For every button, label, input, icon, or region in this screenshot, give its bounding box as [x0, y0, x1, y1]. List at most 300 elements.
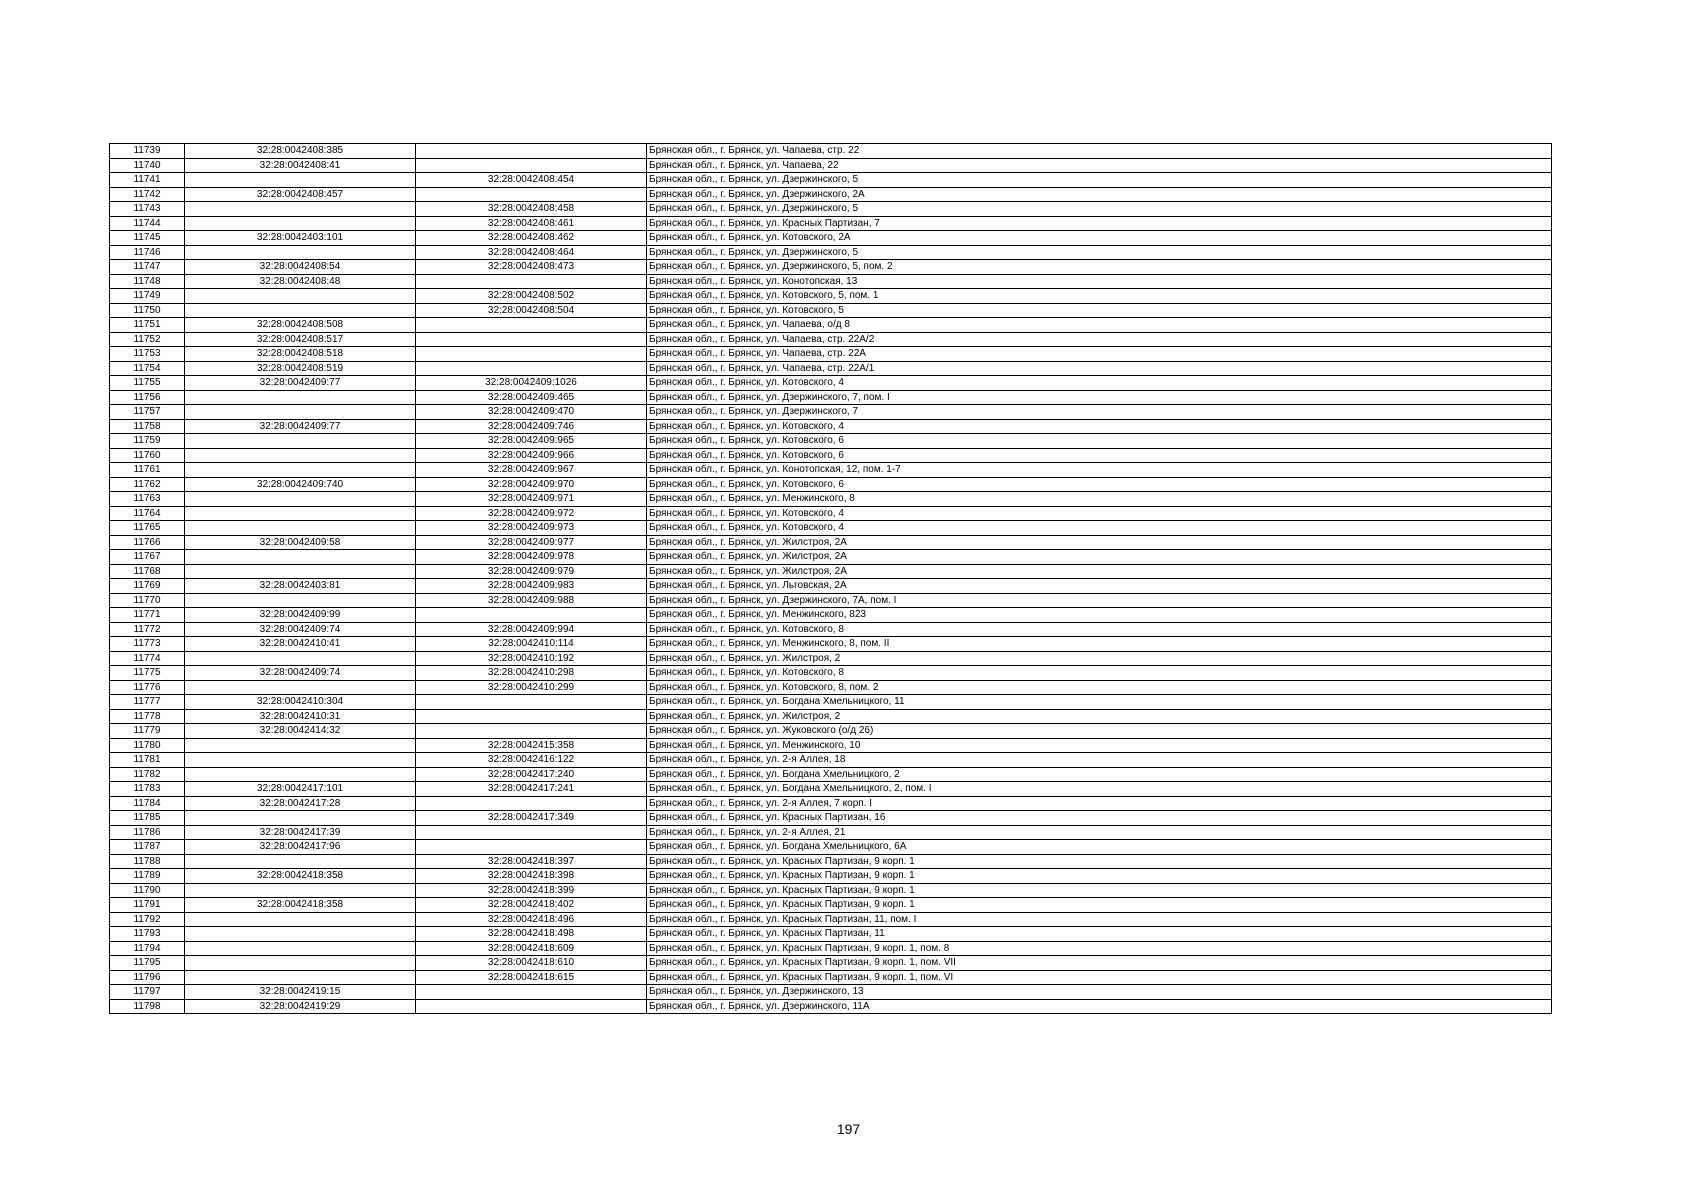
land-cadastral-number-cell: 32:28:0042408:519 [185, 361, 416, 376]
land-cadastral-number-cell [185, 680, 416, 695]
address-cell: Брянская обл., г. Брянск, ул. Менжинского, 10 [647, 738, 1552, 753]
land-cadastral-number-cell: 32:28:0042403:101 [185, 231, 416, 246]
building-cadastral-number-cell: 32:28:0042409:971 [416, 492, 647, 507]
building-cadastral-number-cell [416, 158, 647, 173]
row-number-cell: 11774 [110, 651, 185, 666]
address-cell: Брянская обл., г. Брянск, ул. Жуковского (о/д 26) [647, 724, 1552, 739]
table-row [110, 970, 1552, 985]
land-cadastral-number-cell [185, 434, 416, 449]
building-cadastral-number-cell [416, 187, 647, 202]
building-cadastral-number-cell: 32:28:0042409:977 [416, 535, 647, 550]
page-number: 197 [836, 1121, 861, 1137]
land-cadastral-number-cell [185, 753, 416, 768]
row-number-cell: 11796 [110, 970, 185, 985]
table-row [110, 738, 1552, 753]
table-row [110, 622, 1552, 637]
row-number-cell: 11757 [110, 405, 185, 420]
table-row [110, 376, 1552, 391]
address-cell: Брянская обл., г. Брянск, ул. Красных Партизан, 16 [647, 811, 1552, 826]
table-row [110, 564, 1552, 579]
building-cadastral-number-cell: 32:28:0042418:615 [416, 970, 647, 985]
row-number-cell: 11763 [110, 492, 185, 507]
building-cadastral-number-cell: 32:28:0042418:610 [416, 956, 647, 971]
address-cell: Брянская обл., г. Брянск, ул. Котовского, 8 [647, 622, 1552, 637]
row-number-cell: 11766 [110, 535, 185, 550]
building-cadastral-number-cell: 32:28:0042409:970 [416, 477, 647, 492]
address-cell: Брянская обл., г. Брянск, ул. Котовского, 6 [647, 448, 1552, 463]
building-cadastral-number-cell [416, 724, 647, 739]
table-row [110, 695, 1552, 710]
building-cadastral-number-cell [416, 796, 647, 811]
building-cadastral-number-cell: 32:28:0042409:470 [416, 405, 647, 420]
land-cadastral-number-cell: 32:28:0042409:77 [185, 419, 416, 434]
table-row [110, 463, 1552, 478]
building-cadastral-number-cell [416, 318, 647, 333]
row-number-cell: 11750 [110, 303, 185, 318]
row-number-cell: 11775 [110, 666, 185, 681]
address-cell: Брянская обл., г. Брянск, ул. 2-я Аллея, 7 корп. I [647, 796, 1552, 811]
table-row [110, 303, 1552, 318]
table-row [110, 158, 1552, 173]
land-cadastral-number-cell [185, 448, 416, 463]
row-number-cell: 11791 [110, 898, 185, 913]
building-cadastral-number-cell: 32:28:0042408:504 [416, 303, 647, 318]
row-number-cell: 11767 [110, 550, 185, 565]
building-cadastral-number-cell [416, 709, 647, 724]
building-cadastral-number-cell [416, 332, 647, 347]
row-number-cell: 11779 [110, 724, 185, 739]
table-row [110, 550, 1552, 565]
table-row [110, 492, 1552, 507]
building-cadastral-number-cell: 32:28:0042418:402 [416, 898, 647, 913]
row-number-cell: 11782 [110, 767, 185, 782]
row-number-cell: 11746 [110, 245, 185, 260]
address-cell: Брянская обл., г. Брянск, ул. Жилстроя, 2 [647, 651, 1552, 666]
building-cadastral-number-cell [416, 825, 647, 840]
table-row [110, 883, 1552, 898]
building-cadastral-number-cell: 32:28:0042410:114 [416, 637, 647, 652]
building-cadastral-number-cell: 32:28:0042417:241 [416, 782, 647, 797]
land-cadastral-number-cell: 32:28:0042409:77 [185, 376, 416, 391]
land-cadastral-number-cell: 32:28:0042419:15 [185, 985, 416, 1000]
address-cell: Брянская обл., г. Брянск, ул. Дзержинского, 5, пом. 2 [647, 260, 1552, 275]
address-cell: Брянская обл., г. Брянск, ул. Красных Партизан, 9 корп. 1, пом. VI [647, 970, 1552, 985]
land-cadastral-number-cell [185, 390, 416, 405]
row-number-cell: 11743 [110, 202, 185, 217]
building-cadastral-number-cell [416, 985, 647, 1000]
row-number-cell: 11797 [110, 985, 185, 1000]
row-number-cell: 11753 [110, 347, 185, 362]
row-number-cell: 11776 [110, 680, 185, 695]
land-cadastral-number-cell: 32:28:0042409:99 [185, 608, 416, 623]
land-cadastral-number-cell: 32:28:0042409:58 [185, 535, 416, 550]
registry-table [109, 143, 1552, 1014]
table-row [110, 956, 1552, 971]
row-number-cell: 11768 [110, 564, 185, 579]
row-number-cell: 11770 [110, 593, 185, 608]
address-cell: Брянская обл., г. Брянск, ул. Льговская, 2А [647, 579, 1552, 594]
table-row [110, 811, 1552, 826]
table-row [110, 434, 1552, 449]
address-cell: Брянская обл., г. Брянск, ул. Дзержинского, 7 [647, 405, 1552, 420]
building-cadastral-number-cell: 32:28:0042409:965 [416, 434, 647, 449]
address-cell: Брянская обл., г. Брянск, ул. Богдана Хмельницкого, 2 [647, 767, 1552, 782]
address-cell: Брянская обл., г. Брянск, ул. Дзержинского, 5 [647, 245, 1552, 260]
building-cadastral-number-cell: 32:28:0042409:1026 [416, 376, 647, 391]
building-cadastral-number-cell [416, 347, 647, 362]
row-number-cell: 11762 [110, 477, 185, 492]
building-cadastral-number-cell: 32:28:0042418:609 [416, 941, 647, 956]
land-cadastral-number-cell: 32:28:0042403:81 [185, 579, 416, 594]
land-cadastral-number-cell: 32:28:0042408:385 [185, 144, 416, 159]
table-row [110, 332, 1552, 347]
table-row [110, 767, 1552, 782]
building-cadastral-number-cell: 32:28:0042409:746 [416, 419, 647, 434]
table-row [110, 608, 1552, 623]
land-cadastral-number-cell: 32:28:0042408:41 [185, 158, 416, 173]
table-row [110, 144, 1552, 159]
address-cell: Брянская обл., г. Брянск, ул. Котовского, 4 [647, 521, 1552, 536]
table-row [110, 390, 1552, 405]
address-cell: Брянская обл., г. Брянск, ул. Конотопская, 13 [647, 274, 1552, 289]
land-cadastral-number-cell [185, 521, 416, 536]
building-cadastral-number-cell: 32:28:0042418:496 [416, 912, 647, 927]
table-row [110, 448, 1552, 463]
land-cadastral-number-cell [185, 550, 416, 565]
address-cell: Брянская обл., г. Брянск, ул. Чапаева, стр. 22А/1 [647, 361, 1552, 376]
row-number-cell: 11789 [110, 869, 185, 884]
land-cadastral-number-cell [185, 883, 416, 898]
building-cadastral-number-cell: 32:28:0042418:498 [416, 927, 647, 942]
building-cadastral-number-cell [416, 144, 647, 159]
building-cadastral-number-cell: 32:28:0042410:298 [416, 666, 647, 681]
building-cadastral-number-cell: 32:28:0042410:299 [416, 680, 647, 695]
table-row [110, 405, 1552, 420]
address-cell: Брянская обл., г. Брянск, ул. Котовского, 6 [647, 477, 1552, 492]
address-cell: Брянская обл., г. Брянск, ул. Дзержинского, 2А [647, 187, 1552, 202]
row-number-cell: 11769 [110, 579, 185, 594]
building-cadastral-number-cell: 32:28:0042408:502 [416, 289, 647, 304]
address-cell: Брянская обл., г. Брянск, ул. Котовского, 5, пом. 1 [647, 289, 1552, 304]
building-cadastral-number-cell: 32:28:0042408:464 [416, 245, 647, 260]
address-cell: Брянская обл., г. Брянск, ул. Дзержинского, 11А [647, 999, 1552, 1014]
row-number-cell: 11752 [110, 332, 185, 347]
address-cell: Брянская обл., г. Брянск, ул. Красных Партизан, 9 корп. 1 [647, 883, 1552, 898]
row-number-cell: 11794 [110, 941, 185, 956]
building-cadastral-number-cell: 32:28:0042409:979 [416, 564, 647, 579]
table-row [110, 535, 1552, 550]
address-cell: Брянская обл., г. Брянск, ул. 2-я Аллея, 18 [647, 753, 1552, 768]
row-number-cell: 11760 [110, 448, 185, 463]
address-cell: Брянская обл., г. Брянск, ул. Котовского, 8 [647, 666, 1552, 681]
row-number-cell: 11772 [110, 622, 185, 637]
land-cadastral-number-cell [185, 506, 416, 521]
row-number-cell: 11784 [110, 796, 185, 811]
land-cadastral-number-cell: 32:28:0042417:101 [185, 782, 416, 797]
building-cadastral-number-cell: 32:28:0042409:973 [416, 521, 647, 536]
address-cell: Брянская обл., г. Брянск, ул. Чапаева, о/д 8 [647, 318, 1552, 333]
table-row [110, 709, 1552, 724]
building-cadastral-number-cell: 32:28:0042409:994 [416, 622, 647, 637]
row-number-cell: 11755 [110, 376, 185, 391]
row-number-cell: 11786 [110, 825, 185, 840]
land-cadastral-number-cell [185, 173, 416, 188]
land-cadastral-number-cell [185, 738, 416, 753]
row-number-cell: 11745 [110, 231, 185, 246]
address-cell: Брянская обл., г. Брянск, ул. Жилстроя, 2А [647, 550, 1552, 565]
land-cadastral-number-cell [185, 854, 416, 869]
land-cadastral-number-cell [185, 912, 416, 927]
address-cell: Брянская обл., г. Брянск, ул. Красных Партизан, 7 [647, 216, 1552, 231]
row-number-cell: 11740 [110, 158, 185, 173]
address-cell: Брянская обл., г. Брянск, ул. 2-я Аллея, 21 [647, 825, 1552, 840]
address-cell: Брянская обл., г. Брянск, ул. Чапаева, стр. 22 [647, 144, 1552, 159]
address-cell: Брянская обл., г. Брянск, ул. Котовского, 8, пом. 2 [647, 680, 1552, 695]
row-number-cell: 11756 [110, 390, 185, 405]
table-row [110, 318, 1552, 333]
row-number-cell: 11765 [110, 521, 185, 536]
table-row [110, 680, 1552, 695]
address-cell: Брянская обл., г. Брянск, ул. Конотопская, 12, пом. 1-7 [647, 463, 1552, 478]
land-cadastral-number-cell [185, 202, 416, 217]
address-cell: Брянская обл., г. Брянск, ул. Жилстроя, 2 [647, 709, 1552, 724]
land-cadastral-number-cell: 32:28:0042410:31 [185, 709, 416, 724]
row-number-cell: 11759 [110, 434, 185, 449]
address-cell: Брянская обл., г. Брянск, ул. Красных Партизан, 9 корп. 1 [647, 898, 1552, 913]
table-row [110, 347, 1552, 362]
land-cadastral-number-cell [185, 216, 416, 231]
table-row [110, 173, 1552, 188]
address-cell: Брянская обл., г. Брянск, ул. Красных Партизан, 11 [647, 927, 1552, 942]
building-cadastral-number-cell: 32:28:0042410:192 [416, 651, 647, 666]
table-row [110, 941, 1552, 956]
row-number-cell: 11780 [110, 738, 185, 753]
address-cell: Брянская обл., г. Брянск, ул. Чапаева, стр. 22А [647, 347, 1552, 362]
land-cadastral-number-cell [185, 593, 416, 608]
row-number-cell: 11781 [110, 753, 185, 768]
row-number-cell: 11749 [110, 289, 185, 304]
table-row [110, 274, 1552, 289]
table-row [110, 666, 1552, 681]
building-cadastral-number-cell: 32:28:0042408:458 [416, 202, 647, 217]
address-cell: Брянская обл., г. Брянск, ул. Красных Партизан, 9 корп. 1, пом. 8 [647, 941, 1552, 956]
table-row [110, 825, 1552, 840]
land-cadastral-number-cell [185, 956, 416, 971]
building-cadastral-number-cell [416, 361, 647, 376]
address-cell: Брянская обл., г. Брянск, ул. Дзержинского, 5 [647, 202, 1552, 217]
building-cadastral-number-cell: 32:28:0042417:349 [416, 811, 647, 826]
building-cadastral-number-cell: 32:28:0042415:358 [416, 738, 647, 753]
table-row [110, 579, 1552, 594]
land-cadastral-number-cell: 32:28:0042408:508 [185, 318, 416, 333]
table-row [110, 927, 1552, 942]
row-number-cell: 11748 [110, 274, 185, 289]
row-number-cell: 11785 [110, 811, 185, 826]
table-row [110, 840, 1552, 855]
land-cadastral-number-cell: 32:28:0042419:29 [185, 999, 416, 1014]
land-cadastral-number-cell [185, 463, 416, 478]
land-cadastral-number-cell: 32:28:0042408:517 [185, 332, 416, 347]
table-row [110, 260, 1552, 275]
row-number-cell: 11751 [110, 318, 185, 333]
row-number-cell: 11798 [110, 999, 185, 1014]
land-cadastral-number-cell: 32:28:0042408:48 [185, 274, 416, 289]
table-row [110, 506, 1552, 521]
table-row [110, 637, 1552, 652]
row-number-cell: 11754 [110, 361, 185, 376]
table-row [110, 912, 1552, 927]
building-cadastral-number-cell: 32:28:0042408:454 [416, 173, 647, 188]
address-cell: Брянская обл., г. Брянск, ул. Котовского, 6 [647, 434, 1552, 449]
row-number-cell: 11741 [110, 173, 185, 188]
address-cell: Брянская обл., г. Брянск, ул. Богдана Хмельницкого, 6А [647, 840, 1552, 855]
address-cell: Брянская обл., г. Брянск, ул. Дзержинского, 7, пом. I [647, 390, 1552, 405]
row-number-cell: 11783 [110, 782, 185, 797]
table-row [110, 187, 1552, 202]
land-cadastral-number-cell [185, 927, 416, 942]
table-row [110, 477, 1552, 492]
land-cadastral-number-cell [185, 289, 416, 304]
address-cell: Брянская обл., г. Брянск, ул. Богдана Хмельницкого, 2, пом. I [647, 782, 1552, 797]
building-cadastral-number-cell [416, 274, 647, 289]
land-cadastral-number-cell [185, 564, 416, 579]
land-cadastral-number-cell: 32:28:0042408:54 [185, 260, 416, 275]
table-row [110, 999, 1552, 1014]
building-cadastral-number-cell: 32:28:0042418:397 [416, 854, 647, 869]
row-number-cell: 11778 [110, 709, 185, 724]
building-cadastral-number-cell [416, 695, 647, 710]
building-cadastral-number-cell: 32:28:0042409:967 [416, 463, 647, 478]
land-cadastral-number-cell: 32:28:0042409:74 [185, 666, 416, 681]
registry-table-body [110, 144, 1552, 1014]
land-cadastral-number-cell: 32:28:0042417:28 [185, 796, 416, 811]
table-row [110, 419, 1552, 434]
table-row [110, 753, 1552, 768]
table-row [110, 593, 1552, 608]
row-number-cell: 11790 [110, 883, 185, 898]
land-cadastral-number-cell [185, 970, 416, 985]
address-cell: Брянская обл., г. Брянск, ул. Дзержинского, 7А, пом. I [647, 593, 1552, 608]
land-cadastral-number-cell: 32:28:0042417:39 [185, 825, 416, 840]
land-cadastral-number-cell: 32:28:0042409:740 [185, 477, 416, 492]
building-cadastral-number-cell: 32:28:0042418:398 [416, 869, 647, 884]
address-cell: Брянская обл., г. Брянск, ул. Жилстроя, 2А [647, 535, 1552, 550]
land-cadastral-number-cell [185, 811, 416, 826]
table-row [110, 361, 1552, 376]
row-number-cell: 11761 [110, 463, 185, 478]
row-number-cell: 11792 [110, 912, 185, 927]
table-row [110, 521, 1552, 536]
building-cadastral-number-cell [416, 840, 647, 855]
land-cadastral-number-cell [185, 941, 416, 956]
row-number-cell: 11744 [110, 216, 185, 231]
address-cell: Брянская обл., г. Брянск, ул. Красных Партизан, 11, пом. I [647, 912, 1552, 927]
address-cell: Брянская обл., г. Брянск, ул. Красных Партизан, 9 корп. 1 [647, 854, 1552, 869]
land-cadastral-number-cell: 32:28:0042409:74 [185, 622, 416, 637]
row-number-cell: 11773 [110, 637, 185, 652]
building-cadastral-number-cell: 32:28:0042416:122 [416, 753, 647, 768]
table-row [110, 231, 1552, 246]
table-row [110, 854, 1552, 869]
address-cell: Брянская обл., г. Брянск, ул. Менжинского, 8, пом. II [647, 637, 1552, 652]
row-number-cell: 11758 [110, 419, 185, 434]
land-cadastral-number-cell: 32:28:0042408:518 [185, 347, 416, 362]
building-cadastral-number-cell: 32:28:0042418:399 [416, 883, 647, 898]
building-cadastral-number-cell [416, 608, 647, 623]
table-row [110, 724, 1552, 739]
address-cell: Брянская обл., г. Брянск, ул. Котовского, 5 [647, 303, 1552, 318]
address-cell: Брянская обл., г. Брянск, ул. Богдана Хмельницкого, 11 [647, 695, 1552, 710]
table-row [110, 796, 1552, 811]
building-cadastral-number-cell: 32:28:0042409:978 [416, 550, 647, 565]
land-cadastral-number-cell: 32:28:0042414:32 [185, 724, 416, 739]
land-cadastral-number-cell [185, 492, 416, 507]
land-cadastral-number-cell [185, 651, 416, 666]
row-number-cell: 11795 [110, 956, 185, 971]
building-cadastral-number-cell: 32:28:0042408:462 [416, 231, 647, 246]
table-row [110, 202, 1552, 217]
building-cadastral-number-cell: 32:28:0042409:983 [416, 579, 647, 594]
land-cadastral-number-cell: 32:28:0042410:41 [185, 637, 416, 652]
address-cell: Брянская обл., г. Брянск, ул. Дзержинского, 13 [647, 985, 1552, 1000]
address-cell: Брянская обл., г. Брянск, ул. Менжинского, 823 [647, 608, 1552, 623]
table-row [110, 985, 1552, 1000]
building-cadastral-number-cell: 32:28:0042409:988 [416, 593, 647, 608]
table-row [110, 289, 1552, 304]
address-cell: Брянская обл., г. Брянск, ул. Чапаева, 22 [647, 158, 1552, 173]
building-cadastral-number-cell: 32:28:0042409:465 [416, 390, 647, 405]
address-cell: Брянская обл., г. Брянск, ул. Котовского, 4 [647, 506, 1552, 521]
row-number-cell: 11777 [110, 695, 185, 710]
row-number-cell: 11793 [110, 927, 185, 942]
land-cadastral-number-cell: 32:28:0042408:457 [185, 187, 416, 202]
table-row [110, 782, 1552, 797]
building-cadastral-number-cell: 32:28:0042417:240 [416, 767, 647, 782]
land-cadastral-number-cell: 32:28:0042410:304 [185, 695, 416, 710]
table-row [110, 245, 1552, 260]
building-cadastral-number-cell: 32:28:0042408:461 [416, 216, 647, 231]
address-cell: Брянская обл., г. Брянск, ул. Котовского, 4 [647, 376, 1552, 391]
table-row [110, 216, 1552, 231]
building-cadastral-number-cell: 32:28:0042408:473 [416, 260, 647, 275]
address-cell: Брянская обл., г. Брянск, ул. Менжинского, 8 [647, 492, 1552, 507]
row-number-cell: 11771 [110, 608, 185, 623]
address-cell: Брянская обл., г. Брянск, ул. Жилстроя, 2А [647, 564, 1552, 579]
building-cadastral-number-cell: 32:28:0042409:966 [416, 448, 647, 463]
land-cadastral-number-cell: 32:28:0042417:96 [185, 840, 416, 855]
building-cadastral-number-cell [416, 999, 647, 1014]
row-number-cell: 11747 [110, 260, 185, 275]
address-cell: Брянская обл., г. Брянск, ул. Дзержинского, 5 [647, 173, 1552, 188]
table-row [110, 898, 1552, 913]
land-cadastral-number-cell [185, 767, 416, 782]
building-cadastral-number-cell: 32:28:0042409:972 [416, 506, 647, 521]
address-cell: Брянская обл., г. Брянск, ул. Котовского, 2А [647, 231, 1552, 246]
land-cadastral-number-cell [185, 303, 416, 318]
table-row [110, 869, 1552, 884]
row-number-cell: 11788 [110, 854, 185, 869]
address-cell: Брянская обл., г. Брянск, ул. Красных Партизан, 9 корп. 1 [647, 869, 1552, 884]
row-number-cell: 11787 [110, 840, 185, 855]
land-cadastral-number-cell [185, 245, 416, 260]
address-cell: Брянская обл., г. Брянск, ул. Красных Партизан, 9 корп. 1, пом. VII [647, 956, 1552, 971]
address-cell: Брянская обл., г. Брянск, ул. Чапаева, стр. 22А/2 [647, 332, 1552, 347]
row-number-cell: 11764 [110, 506, 185, 521]
address-cell: Брянская обл., г. Брянск, ул. Котовского, 4 [647, 419, 1552, 434]
row-number-cell: 11739 [110, 144, 185, 159]
table-row [110, 651, 1552, 666]
land-cadastral-number-cell [185, 405, 416, 420]
